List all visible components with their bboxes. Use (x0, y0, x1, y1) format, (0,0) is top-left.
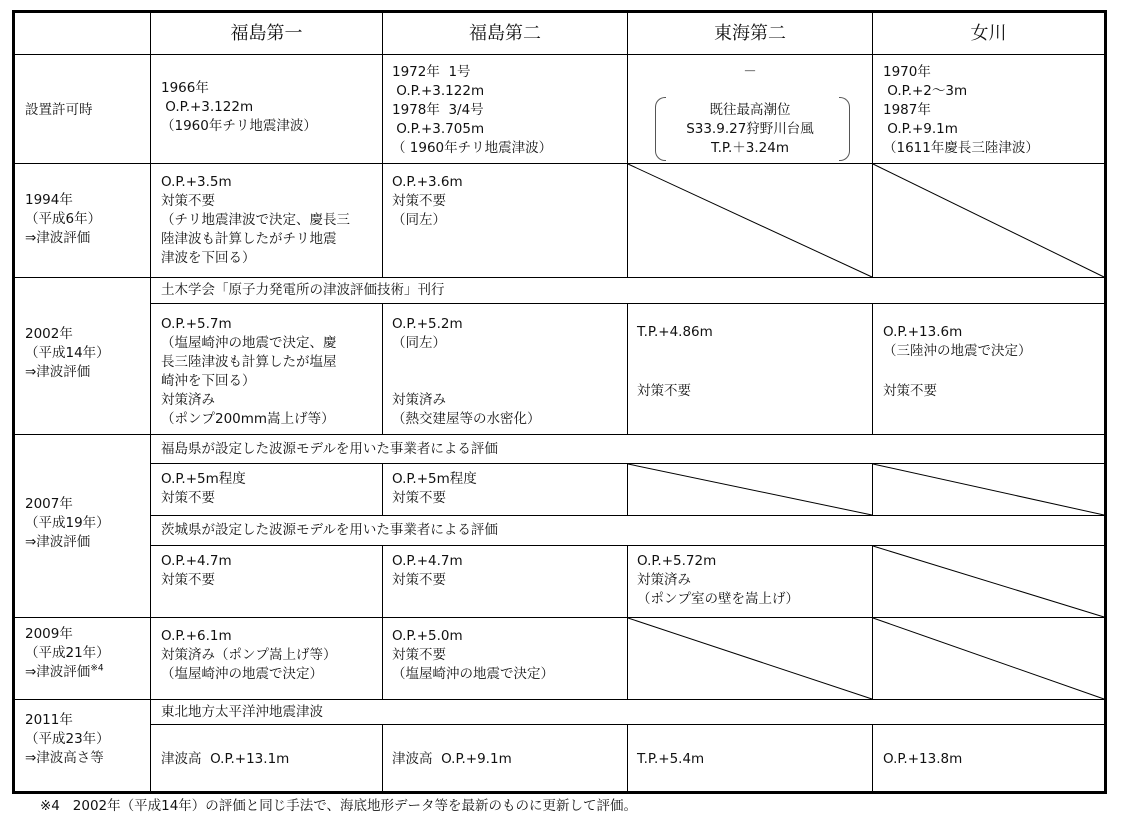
col-divider (872, 545, 873, 699)
banner-2007-fukushima: 福島県が設定した波源モデルを用いた事業者による評価 (161, 441, 498, 457)
row-label-2011: 2011年 （平成23年） ⇒津波高さ等 (25, 712, 110, 766)
cell-install-tokai-dash: － (743, 64, 757, 80)
cell-install-f1: 1966年 O.P.+3.122m （1960年チリ地震津波） (161, 80, 317, 134)
cell-1994-f1: O.P.+3.5m 対策不要 （チリ地震津波で決定、慶長三 陸津波も計算したがチリ地震 津波を下回る） (161, 174, 350, 266)
col-divider (150, 13, 151, 791)
banner-2011: 東北地方太平洋沖地震津波 (161, 704, 323, 720)
header-fukushima-daiichi: 福島第一 (230, 23, 303, 44)
cell-2009-f1: O.P.+6.1m 対策済み（ポンプ嵩上げ等） （塩屋崎沖の地震で決定） (161, 628, 337, 682)
row-divider (15, 434, 1104, 435)
col-divider (627, 303, 628, 434)
col-divider (627, 724, 628, 791)
cell-2002-tokai-top: T.P.+4.86m (637, 324, 713, 340)
cell-2007-fk-f1: O.P.+5m程度 対策不要 (161, 471, 246, 506)
cell-2007-fk-f2: O.P.+5m程度 対策不要 (392, 471, 477, 506)
bracket-right (839, 97, 850, 161)
header-tokai-daini: 東海第二 (714, 23, 786, 44)
cell-install-tokai: 既往最高潮位 S33.9.27狩野川台風 T.P.＋3.24m (686, 102, 814, 156)
cell-2007-ib-f2: O.P.+4.7m 対策不要 (392, 553, 463, 588)
cell-1994-f2: O.P.+3.6m 対策不要 （同左） (392, 174, 463, 228)
cell-2011-tokai: T.P.+5.4m (637, 751, 705, 767)
diagonal-2007-ib-onagawa (873, 546, 1104, 617)
row-divider (15, 163, 1104, 164)
diagonal-1994-onagawa (873, 164, 1104, 277)
cell-2007-ib-f1: O.P.+4.7m 対策不要 (161, 553, 232, 588)
cell-2011-f1: 津波高 O.P.+13.1m (161, 751, 290, 767)
row-divider (15, 699, 1104, 700)
diagonal-2007-fk-onagawa (873, 464, 1104, 515)
cell-2002-tokai-bottom: 対策不要 (637, 383, 691, 399)
col-divider (627, 463, 628, 515)
cell-2011-f2: 津波高 O.P.+9.1m (392, 751, 512, 767)
banner-2007-ibaraki: 茨城県が設定した波源モデルを用いた事業者による評価 (161, 522, 498, 538)
col-divider (627, 545, 628, 699)
diagonal-2009-tokai (628, 618, 872, 699)
row-label-2009 (25, 625, 110, 682)
header-onagawa: 女川 (970, 23, 1007, 44)
row-divider (15, 54, 1104, 55)
col-divider (382, 545, 383, 699)
diagonal-1994-tokai (628, 164, 872, 277)
row-label-2002: 2002年 （平成14年） ⇒津波評価 (25, 326, 110, 380)
cell-2002-f2-bottom: 対策済み （熱交建屋等の水密化） (392, 392, 541, 427)
col-divider (382, 463, 383, 515)
col-divider (382, 303, 383, 434)
cell-install-onagawa: 1970年 O.P.+2～3m 1987年 O.P.+9.1m （1611年慶長三陸津波） (883, 64, 1039, 156)
cell-2002-f1: O.P.+5.7m （塩屋崎沖の地震で決定、慶 長三陸津波も計算したが塩屋 崎沖を下回る） 対策済み （ポンプ200mm嵩上げ等） (161, 316, 337, 427)
footnote: ※4 2002年（平成14年）の評価と同じ手法で、海底地形データ等を最新のものに更新して評価。 (40, 798, 638, 814)
tsunami-evaluation-table (12, 10, 1107, 794)
col-divider (872, 724, 873, 791)
row-divider (150, 515, 1104, 516)
cell-2002-onagawa-bottom: 対策不要 (883, 383, 937, 399)
cell-2002-onagawa-top: O.P.+13.6m （三陸沖の地震で決定） (883, 324, 1032, 359)
diagonal-2007-fk-tokai (628, 464, 872, 515)
cell-2002-f2-top: O.P.+5.2m （同左） (392, 316, 463, 351)
row-divider (15, 617, 1104, 618)
col-divider (382, 724, 383, 791)
cell-install-f2: 1972年 1号 O.P.+3.122m 1978年 3/4号 O.P.+3.705m （ 1960年チリ地震津波） (392, 64, 553, 156)
diagonal-2009-onagawa (873, 618, 1104, 699)
header-fukushima-daini: 福島第二 (469, 23, 541, 44)
col-divider (872, 303, 873, 434)
row-label-install: 設置許可時 (25, 102, 93, 118)
row-label-2007: 2007年 （平成19年） ⇒津波評価 (25, 496, 110, 550)
cell-2009-f2: O.P.+5.0m 対策不要 （塩屋崎沖の地震で決定） (392, 628, 554, 682)
row-divider (15, 277, 1104, 278)
footnote-marker: ※4 (90, 663, 104, 674)
col-divider (872, 463, 873, 515)
banner-2002: 土木学会「原子力発電所の津波評価技術」刊行 (161, 282, 445, 298)
row-label-2009-text: 2009年 （平成21年） ⇒津波評価 (25, 626, 110, 680)
cell-2007-ib-tokai: O.P.+5.72m 対策済み （ポンプ室の壁を嵩上げ） (637, 553, 799, 607)
row-label-1994: 1994年 （平成6年） ⇒津波評価 (25, 192, 102, 246)
cell-2011-onagawa: O.P.+13.8m (883, 751, 963, 767)
